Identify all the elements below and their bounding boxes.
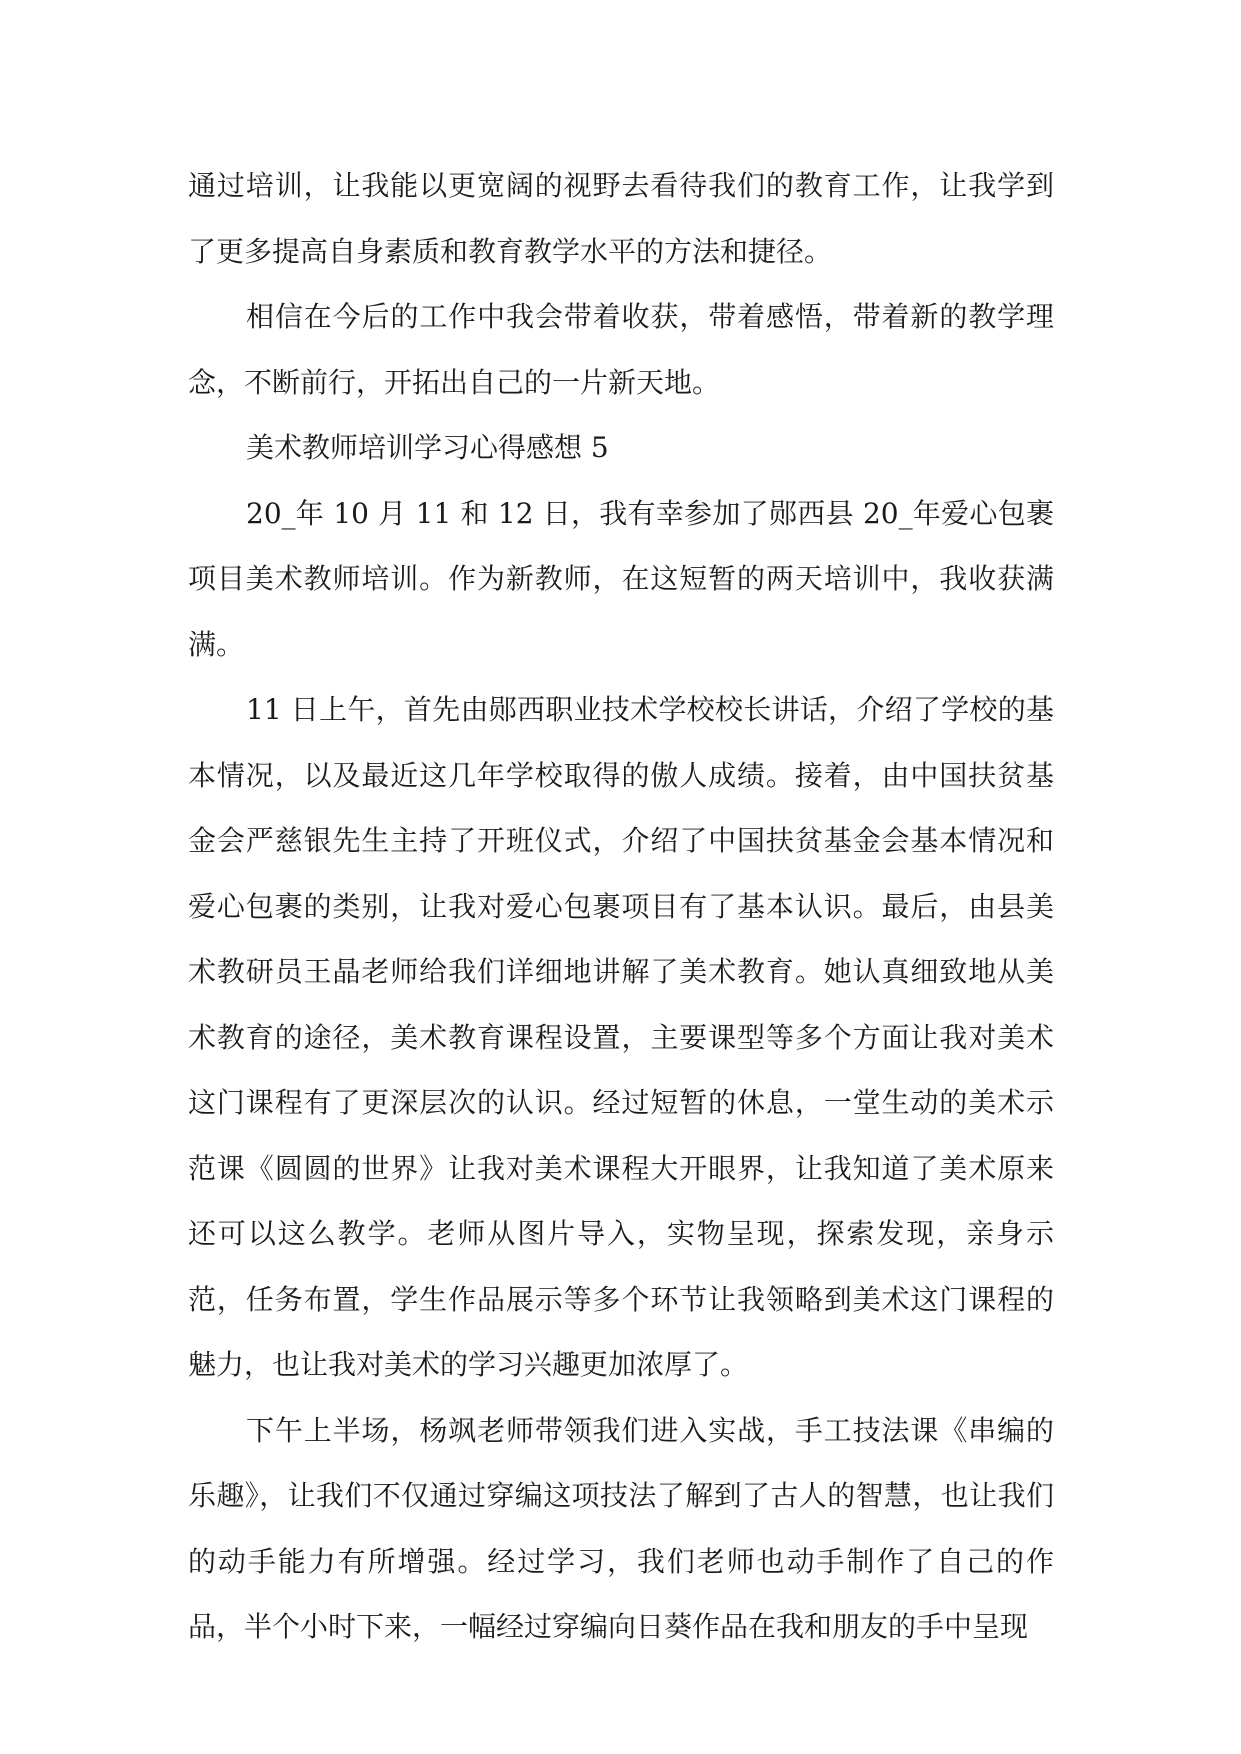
document-body	[188, 153, 1054, 1660]
paragraph-morning-session: 11 日上午，首先由郧西职业技术学校校长讲话，介绍了学校的基本情况，以及最近这几年学校取得的傲人成绩。接着，由中国扶贫基金会严慈银先生主持了开班仪式，介绍了中国扶贫基金会基本情况和爱心包裹的类别，让我对爱心包裹项目有了基本认识。最后，由县美术教研员王晶老师给我们详细地讲解了美术教育。她认真细致地从美术教育的途径，美术教育课程设置，主要课型等多个方面让我对美术这门课程有了更深层次的认识。经过短暂的休息，一堂生动的美术示范课《圆圆的世界》让我对美术课程大开眼界，让我知道了美术原来还可以这么教学。老师从图片导入，实物呈现，探索发现，亲身示范，任务布置，学生作品展示等多个环节让我领略到美术这门课程的魅力，也让我对美术的学习兴趣更加浓厚了。	[188, 693, 1054, 1381]
paragraph-afternoon-session: 下午上半场，杨飒老师带领我们进入实战，手工技法课《串编的乐趣》，让我们不仅通过穿编这项技法了解到了古人的智慧，也让我们的动手能力有所增强。经过学习，我们老师也动手制作了自己的作品，半个小时下来，一幅经过穿编向日葵作品在我和朋友的手中呈现	[188, 1413, 1054, 1643]
paragraph-training-dates: 20_年 10 月 11 和 12 日，我有幸参加了郧西县 20_年爱心包裹项目美术教师培训。作为新教师，在这短暂的两天培训中，我收获满满。	[188, 496, 1054, 661]
paragraph-future-work: 相信在今后的工作中我会带着收获，带着感悟，带着新的教学理念，不断前行，开拓出自己的一片新天地。	[188, 300, 1054, 399]
paragraph-training-vision: 通过培训，让我能以更宽阔的视野去看待我们的教育工作，让我学到了更多提高自身素质和教育教学水平的方法和捷径。	[188, 169, 1054, 268]
section-heading: 美术教师培训学习心得感想 5	[246, 431, 609, 464]
